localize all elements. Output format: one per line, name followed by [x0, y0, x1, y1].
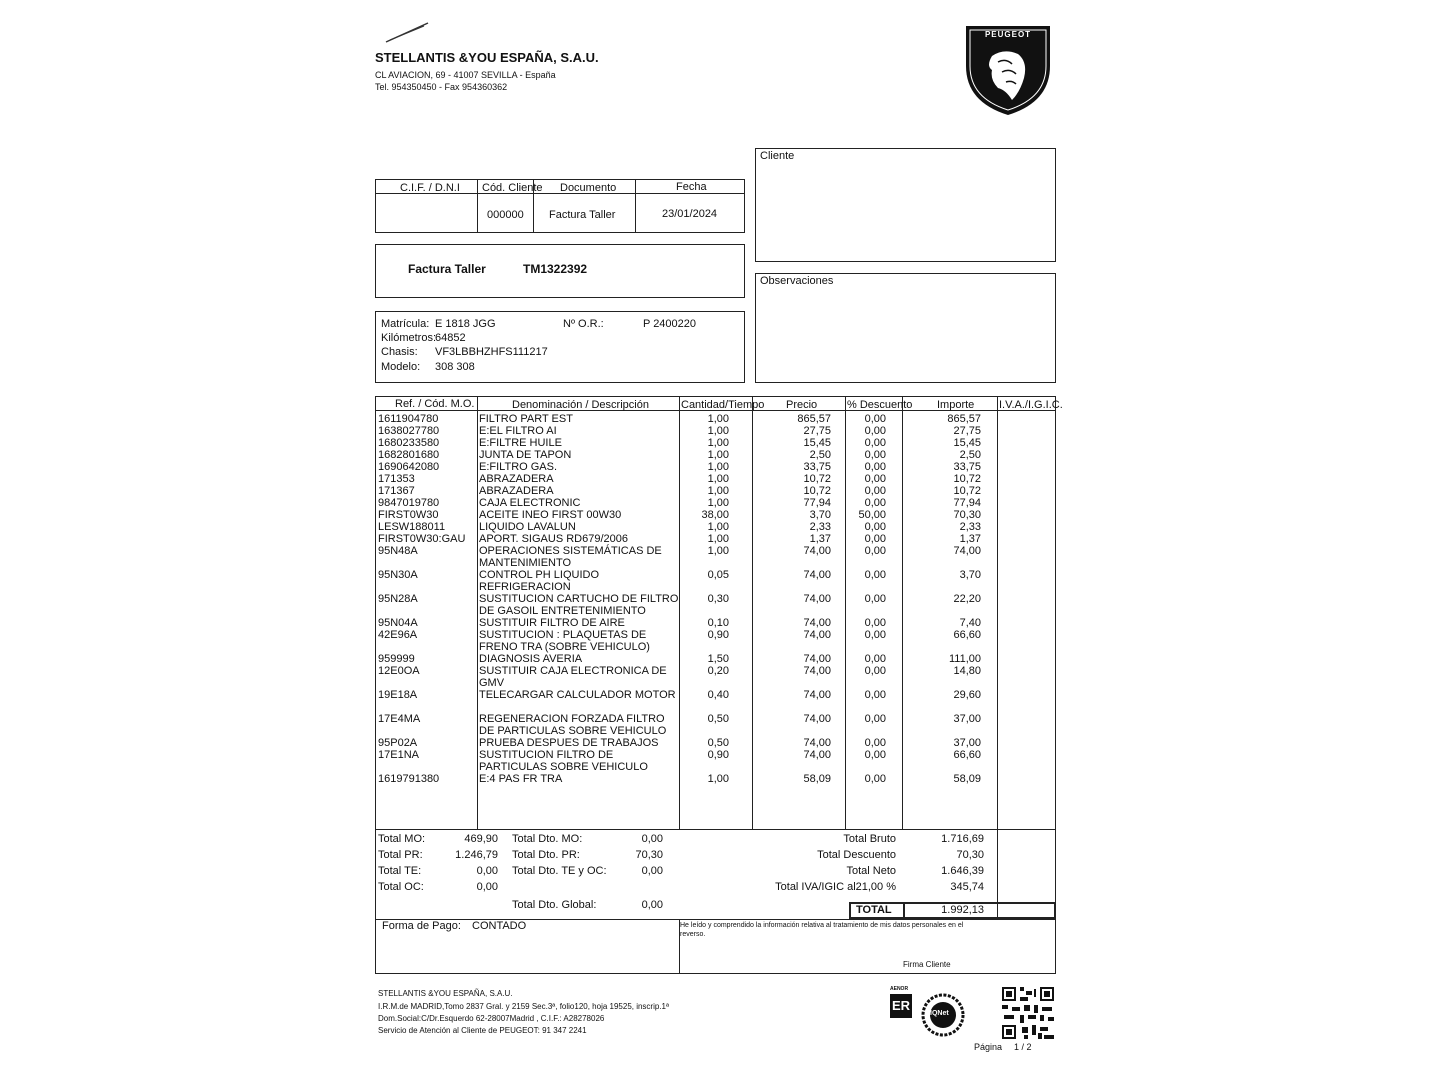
row-quantity: 38,00: [701, 509, 729, 521]
row-quantity: 1,50: [707, 653, 729, 665]
total-dto-pr-value: 70,30: [635, 849, 663, 861]
signature-mark-icon: [384, 20, 432, 46]
row-discount: 0,00: [864, 593, 886, 605]
footer-line3: Dom.Social:C/Dr.Esquerdo 62-28007Madrid , C.I.F.: A28278026: [378, 1014, 605, 1023]
row-description: E:EL FILTRO AI: [479, 425, 557, 437]
row-price: 74,00: [803, 749, 831, 761]
row-price: 74,00: [803, 713, 831, 725]
row-ref: 171353: [378, 473, 415, 485]
plate-label: Matrícula:: [381, 318, 430, 330]
row-quantity: 1,00: [707, 521, 729, 533]
row-price: 74,00: [803, 545, 831, 557]
row-amount: 1,37: [959, 533, 981, 545]
row-price: 74,00: [803, 689, 831, 701]
row-amount: 14,80: [953, 665, 981, 677]
date-label: Fecha: [676, 181, 707, 193]
row-description: SUSTITUCION FILTRO DE PARTICULAS SOBRE VEHICULO: [479, 749, 648, 773]
row-quantity: 1,00: [707, 545, 729, 557]
footer-line1: STELLANTIS &YOU ESPAÑA, S.A.U.: [378, 989, 513, 998]
total-te-label: Total TE:: [378, 865, 422, 877]
row-amount: 2,50: [959, 449, 981, 461]
total-oc-value: 0,00: [476, 881, 498, 893]
row-description: CONTROL PH LIQUIDO REFRIGERACION: [479, 569, 599, 593]
col-qty: Cantidad/Tiempo: [681, 399, 765, 411]
model-value: 308 308: [435, 361, 475, 373]
or-label: Nº O.R.:: [563, 318, 604, 330]
row-price: 74,00: [803, 737, 831, 749]
row-discount: 0,00: [864, 497, 886, 509]
row-discount: 0,00: [864, 773, 886, 785]
row-quantity: 1,00: [707, 437, 729, 449]
row-ref: 1638027780: [378, 425, 440, 437]
row-quantity: 0,90: [707, 629, 729, 641]
row-quantity: 1,00: [707, 485, 729, 497]
row-quantity: 0,50: [707, 713, 729, 725]
cif-label: C.I.F. / D.N.I: [400, 182, 460, 194]
iqnet-label: IQNet: [930, 1010, 949, 1017]
row-quantity: 1,00: [707, 461, 729, 473]
row-description: SUSTITUIR CAJA ELECTRONICA DE GMV: [479, 665, 667, 689]
row-description: REGENERACION FORZADA FILTRO DE PARTICULAS SOBRE VEHICULO: [479, 713, 667, 737]
row-price: 33,75: [803, 461, 831, 473]
row-ref: 95N48A: [378, 545, 418, 557]
brand-logo-text: PEUGEOT: [984, 30, 1032, 39]
or-value: P 2400220: [643, 318, 697, 330]
total-pr-label: Total PR:: [378, 849, 423, 861]
row-discount: 0,00: [864, 413, 886, 425]
row-price: 58,09: [803, 773, 831, 785]
total-bruto-label: Total Bruto: [843, 833, 896, 845]
row-quantity: 0,05: [707, 569, 729, 581]
row-price: 74,00: [803, 569, 831, 581]
row-price: 77,94: [803, 497, 831, 509]
row-discount: 0,00: [864, 449, 886, 461]
total-neto-value: 1.646,39: [941, 865, 984, 877]
row-price: 74,00: [803, 653, 831, 665]
col-disc: % Descuento: [847, 399, 913, 411]
row-quantity: 1,00: [707, 449, 729, 461]
col-vat: I.V.A./I.G.I.C.: [999, 399, 1063, 411]
row-ref: 1619791380: [378, 773, 440, 785]
row-ref: 17E1NA: [378, 749, 419, 761]
row-description: SUSTITUCION CARTUCHO DE FILTRO DE GASOIL ENTRETENIMIENTO: [479, 593, 679, 617]
total-mo-value: 469,90: [464, 833, 498, 845]
row-price: 74,00: [803, 629, 831, 641]
model-label: Modelo:: [381, 361, 421, 373]
client-box: [755, 148, 1056, 262]
row-description: PRUEBA DESPUES DE TRABAJOS: [479, 737, 659, 749]
row-description: ABRAZADERA: [479, 485, 554, 497]
row-description: APORT. SIGAUS RD679/2006: [479, 533, 628, 545]
row-amount: 29,60: [953, 689, 981, 701]
row-price: 2,33: [809, 521, 831, 533]
total-oc-label: Total OC:: [378, 881, 424, 893]
row-ref: 42E96A: [378, 629, 418, 641]
total-dto-te-label: Total Dto. TE y OC:: [512, 865, 607, 877]
row-description: SUSTITUCION : PLAQUETAS DE FRENO TRA (SOBRE VEHICULO): [479, 629, 650, 653]
row-quantity: 0,90: [707, 749, 729, 761]
row-amount: 22,20: [953, 593, 981, 605]
row-ref: 1680233580: [378, 437, 440, 449]
row-price: 1,37: [809, 533, 831, 545]
grand-total-value: 1.992,13: [941, 904, 984, 916]
row-discount: 0,00: [864, 617, 886, 629]
observations-label: Observaciones: [760, 275, 834, 287]
row-ref: FIRST0W30:GAU: [378, 533, 466, 545]
payment-value: CONTADO: [472, 920, 527, 932]
row-ref: 1682801680: [378, 449, 440, 461]
company-name: STELLANTIS &YOU ESPAÑA, S.A.U.: [375, 50, 599, 65]
row-amount: 15,45: [953, 437, 981, 449]
company-phone: Tel. 954350450 - Fax 954360362: [375, 82, 508, 92]
row-quantity: 1,00: [707, 425, 729, 437]
row-amount: 7,40: [959, 617, 981, 629]
invoice-number: TM1322392: [523, 262, 588, 276]
row-amount: 10,72: [953, 473, 981, 485]
total-pr-value: 1.246,79: [455, 849, 498, 861]
total-bruto-value: 1.716,69: [941, 833, 984, 845]
chassis-value: VF3LBBHZHFS111217: [435, 346, 548, 358]
row-amount: 37,00: [953, 713, 981, 725]
total-iva-value: 345,74: [950, 881, 984, 893]
row-price: 74,00: [803, 665, 831, 677]
plate-value: E 1818 JGG: [435, 318, 496, 330]
total-neto-label: Total Neto: [846, 865, 896, 877]
row-discount: 0,00: [864, 665, 886, 677]
row-ref: 171367: [378, 485, 415, 497]
row-discount: 0,00: [864, 473, 886, 485]
row-description: OPERACIONES SISTEMÁTICAS DE MANTENIMIENTO: [479, 545, 662, 569]
footer-line2: I.R.M.de MADRID,Tomo 2837 Gral. y 2159 Sec.3ª, folio120, hoja 19525, inscrip.1ª: [378, 1002, 669, 1011]
company-address: CL AVIACION, 69 - 41007 SEVILLA - España: [375, 70, 556, 80]
row-price: 15,45: [803, 437, 831, 449]
row-discount: 50,00: [858, 509, 886, 521]
row-quantity: 0,40: [707, 689, 729, 701]
total-dto-mo-value: 0,00: [641, 833, 663, 845]
row-ref: 9847019780: [378, 497, 440, 509]
total-dto-te-value: 0,00: [641, 865, 663, 877]
row-discount: 0,00: [864, 461, 886, 473]
chassis-label: Chasis:: [381, 346, 418, 358]
total-dto-global-label: Total Dto. Global:: [512, 899, 597, 911]
er-badge: ER: [890, 994, 912, 1018]
row-discount: 0,00: [864, 485, 886, 497]
payment-label: Forma de Pago:: [382, 920, 461, 932]
qr-code-icon: [1000, 985, 1056, 1041]
row-amount: 2,33: [959, 521, 981, 533]
total-dto-pr-label: Total Dto. PR:: [512, 849, 580, 861]
row-amount: 37,00: [953, 737, 981, 749]
row-description: E:4 PAS FR TRA: [479, 773, 563, 785]
page-number: 1 / 2: [1014, 1042, 1032, 1052]
row-ref: LESW188011: [378, 521, 446, 533]
row-amount: 111,00: [948, 653, 981, 665]
row-ref: 95P02A: [378, 737, 418, 749]
col-price: Precio: [786, 399, 818, 411]
document-value: Factura Taller: [549, 209, 616, 221]
row-amount: 865,57: [947, 413, 981, 425]
row-amount: 77,94: [953, 497, 981, 509]
row-price: 27,75: [803, 425, 831, 437]
row-amount: 66,60: [953, 629, 981, 641]
row-price: 74,00: [803, 617, 831, 629]
footer-line4: Servicio de Atención al Cliente de PEUGEOT: 91 347 2241: [378, 1026, 587, 1035]
row-description: JUNTA DE TAPON: [479, 449, 572, 461]
row-ref: 959999: [378, 653, 415, 665]
page-label: Página: [974, 1042, 1003, 1052]
row-discount: 0,00: [864, 437, 886, 449]
row-price: 10,72: [803, 473, 831, 485]
row-description: E:FILTRO GAS.: [479, 461, 558, 473]
signature-label: Firma Cliente: [903, 960, 951, 969]
row-quantity: 1,00: [707, 413, 729, 425]
total-descuento-value: 70,30: [956, 849, 984, 861]
row-discount: 0,00: [864, 521, 886, 533]
row-price: 865,57: [797, 413, 831, 425]
row-description: ACEITE INEO FIRST 00W30: [479, 509, 622, 521]
client-code-label: Cód. Cliente: [482, 182, 543, 194]
row-description: ABRAZADERA: [479, 473, 554, 485]
row-quantity: 0,50: [707, 737, 729, 749]
row-quantity: 1,00: [707, 533, 729, 545]
row-ref: 1611904780: [378, 413, 439, 425]
row-amount: 33,75: [953, 461, 981, 473]
total-te-value: 0,00: [476, 865, 498, 877]
row-discount: 0,00: [864, 749, 886, 761]
col-amount: Importe: [937, 399, 975, 411]
row-description: FILTRO PART EST: [479, 413, 573, 425]
row-ref: 95N04A: [378, 617, 418, 629]
row-ref: 19E18A: [378, 689, 418, 701]
row-quantity: 0,30: [707, 593, 729, 605]
row-discount: 0,00: [864, 533, 886, 545]
row-discount: 0,00: [864, 425, 886, 437]
row-discount: 0,00: [864, 653, 886, 665]
total-iva-label: Total IVA/IGIC al21,00 %: [775, 881, 896, 893]
row-amount: 66,60: [953, 749, 981, 761]
row-ref: 17E4MA: [378, 713, 421, 725]
row-discount: 0,00: [864, 629, 886, 641]
row-description: CAJA ELECTRONIC: [479, 497, 581, 509]
row-ref: 1690642080: [378, 461, 440, 473]
aenor-label: AENOR: [890, 986, 909, 992]
row-description: SUSTITUIR FILTRO DE AIRE: [479, 617, 625, 629]
col-ref: Ref. / Cód. M.O.: [395, 398, 475, 410]
row-price: 2,50: [809, 449, 831, 461]
date-value: 23/01/2024: [662, 208, 718, 220]
row-amount: 58,09: [953, 773, 981, 785]
row-description: TELECARGAR CALCULADOR MOTOR: [479, 689, 676, 701]
row-ref: 95N28A: [378, 593, 418, 605]
privacy-note: He leído y comprendido la información relativa al tratamiento de mis datos personales en el reverso.: [680, 922, 964, 938]
row-discount: 0,00: [864, 545, 886, 557]
row-ref: 12E0OA: [378, 665, 420, 677]
row-quantity: 1,00: [707, 497, 729, 509]
row-amount: 3,70: [959, 569, 981, 581]
row-quantity: 0,10: [707, 617, 729, 629]
row-discount: 0,00: [864, 689, 886, 701]
row-discount: 0,00: [864, 569, 886, 581]
total-mo-label: Total MO:: [378, 833, 426, 845]
document-label: Documento: [560, 182, 617, 194]
km-label: Kilómetros:: [381, 332, 437, 344]
col-desc: Denominación / Descripción: [512, 399, 649, 411]
row-description: E:FILTRE HUILE: [479, 437, 562, 449]
total-descuento-label: Total Descuento: [817, 849, 896, 861]
row-description: LIQUIDO LAVALUN: [479, 521, 576, 533]
row-quantity: 1,00: [707, 773, 729, 785]
row-price: 10,72: [803, 485, 831, 497]
client-label: Cliente: [760, 150, 795, 162]
invoice-type: Factura Taller: [408, 262, 486, 276]
row-discount: 0,00: [864, 713, 886, 725]
row-amount: 27,75: [953, 425, 981, 437]
row-amount: 74,00: [953, 545, 981, 557]
total-dto-global-value: 0,00: [641, 899, 663, 911]
total-dto-mo-label: Total Dto. MO:: [512, 833, 583, 845]
row-ref: 95N30A: [378, 569, 418, 581]
grand-total-label: TOTAL: [856, 904, 892, 916]
row-quantity: 0,20: [707, 665, 729, 677]
row-ref: FIRST0W30: [378, 509, 439, 521]
row-amount: 70,30: [953, 509, 981, 521]
client-code-value: 000000: [487, 209, 524, 221]
row-quantity: 1,00: [707, 473, 729, 485]
row-price: 3,70: [809, 509, 831, 521]
row-price: 74,00: [803, 593, 831, 605]
km-value: 64852: [435, 332, 466, 344]
observations-box: [755, 273, 1056, 383]
row-discount: 0,00: [864, 737, 886, 749]
row-description: DIAGNOSIS AVERIA: [479, 653, 583, 665]
row-amount: 10,72: [953, 485, 981, 497]
